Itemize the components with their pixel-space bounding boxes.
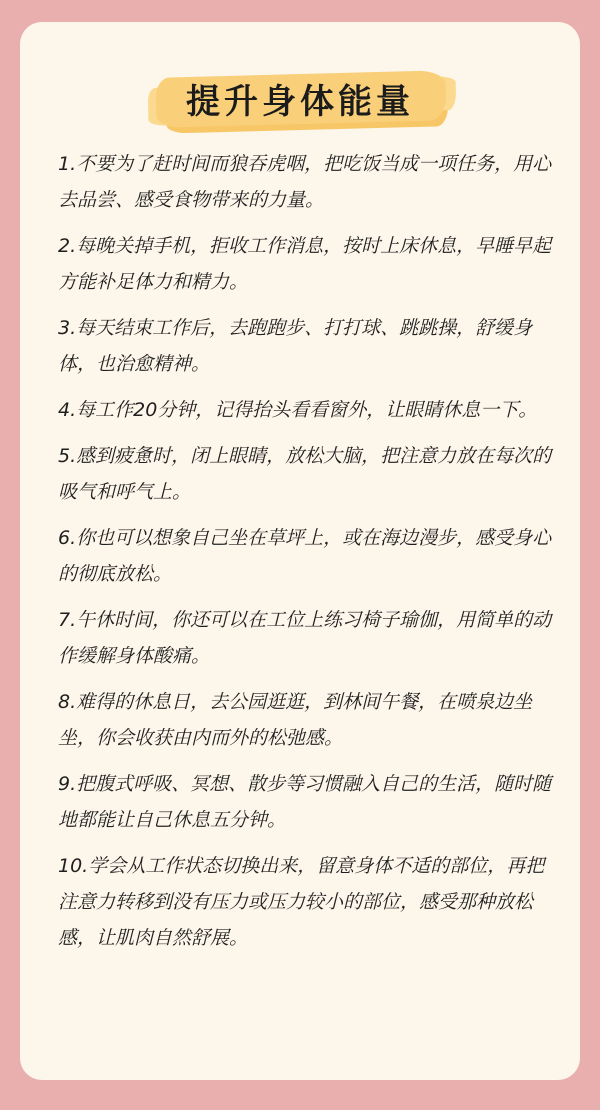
tips-list [58, 146, 558, 966]
content-card [20, 22, 580, 1080]
list-item: 10.学会从工作状态切换出来，留意身体不适的部位，再把注意力转移到没有压力或压力较小的部位，感受那种放松感，让肌肉自然舒展。 [58, 855, 545, 949]
list-item: 5.感到疲惫时，闭上眼睛，放松大脑，把注意力放在每次的吸气和呼气上。 [58, 445, 552, 503]
list-item: 1.不要为了赶时间而狼吞虎咽，把吃饭当成一项任务，用心去品尝、感受食物带来的力量。 [58, 153, 552, 211]
list-item: 2.每晚关掉手机，拒收工作消息，按时上床休息，早睡早起方能补足体力和精力。 [58, 235, 552, 293]
list-item: 7.午休时间，你还可以在工位上练习椅子瑜伽，用简单的动作缓解身体酸痛。 [58, 609, 552, 667]
list-item: 6.你也可以想象自己坐在草坪上，或在海边漫步，感受身心的彻底放松。 [58, 527, 552, 585]
list-item: 8.难得的休息日，去公园逛逛，到林间午餐，在喷泉边坐坐，你会收获由内而外的松弛感。 [58, 691, 533, 749]
page-title: 提升身体能量 [186, 81, 414, 122]
list-item: 9.把腹式呼吸、冥想、散步等习惯融入自己的生活，随时随地都能让自己休息五分钟。 [58, 773, 552, 831]
list-item: 4.每工作20分钟，记得抬头看看窗外，让眼睛休息一下。 [58, 399, 538, 421]
title-banner [20, 66, 580, 130]
list-item: 3.每天结束工作后，去跑跑步、打打球、跳跳操，舒缓身体，也治愈精神。 [58, 317, 533, 375]
